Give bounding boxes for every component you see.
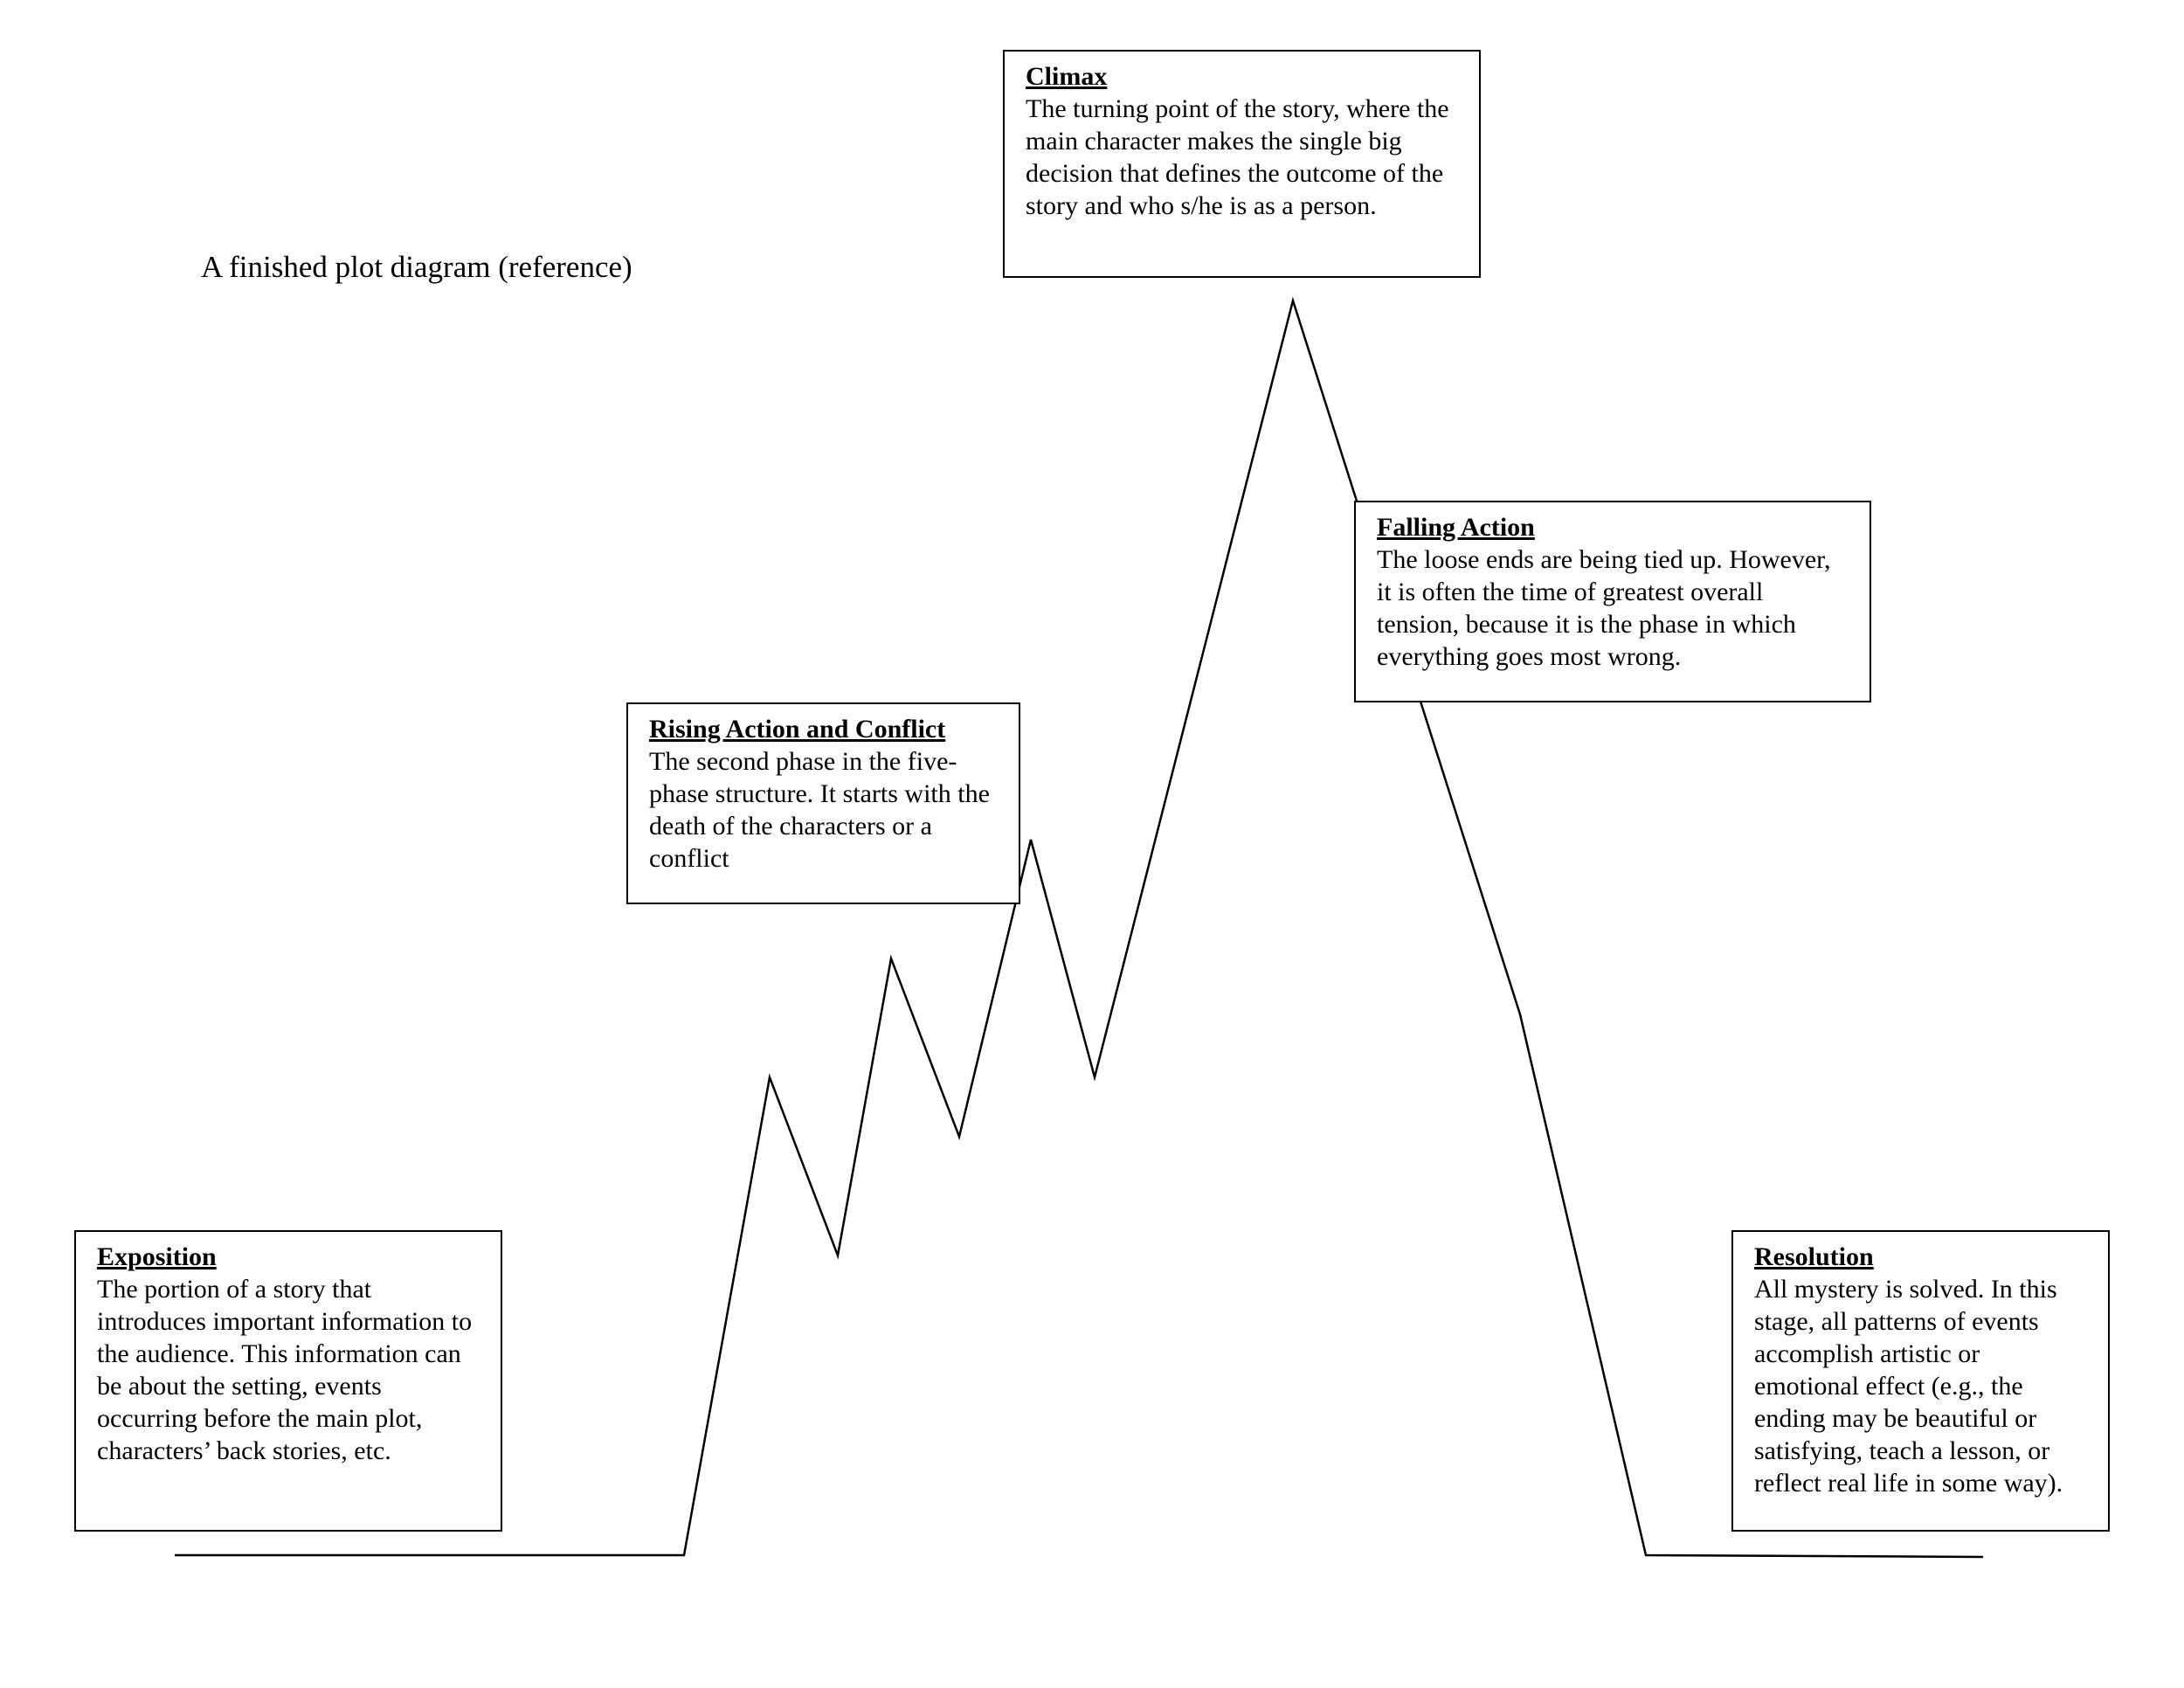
resolution-box [1731,1230,2110,1532]
climax-box [1003,50,1481,278]
rising-action-box [626,702,1020,904]
diagram-title: A finished plot diagram (reference) [201,250,632,284]
exposition-box [74,1230,502,1532]
falling-action-description: The loose ends are being tied up. However, it is often the time of greatest overall tension, because it is the phase in which everything goes most wrong. [1377,545,1831,671]
resolution-description: All mystery is solved. In this stage, all patterns of events accomplish artistic or emotional effect (e.g., the ending may be beautiful or satisfying, teach a lesson, or reflect real life in some way). [1754,1275,2063,1498]
falling-action-heading: Falling Action [1377,513,1535,542]
exposition-description: The portion of a story that introduces important information to the audience. This information can be about the setting, events occurring before the main plot, characters’ back stories, etc. [97,1275,473,1465]
resolution-heading: Resolution [1754,1242,1874,1271]
exposition-heading: Exposition [97,1242,217,1271]
climax-description: The turning point of the story, where the main character makes the single big decision that defines the outcome of the story and who s/he is as a person. [1026,94,1449,220]
falling-action-box [1354,501,1871,702]
climax-heading: Climax [1026,62,1108,91]
rising-action-description: The second phase in the five-phase structure. It starts with the death of the characters or a conflict [649,747,990,873]
rising-action-heading: Rising Action and Conflict [649,715,946,744]
